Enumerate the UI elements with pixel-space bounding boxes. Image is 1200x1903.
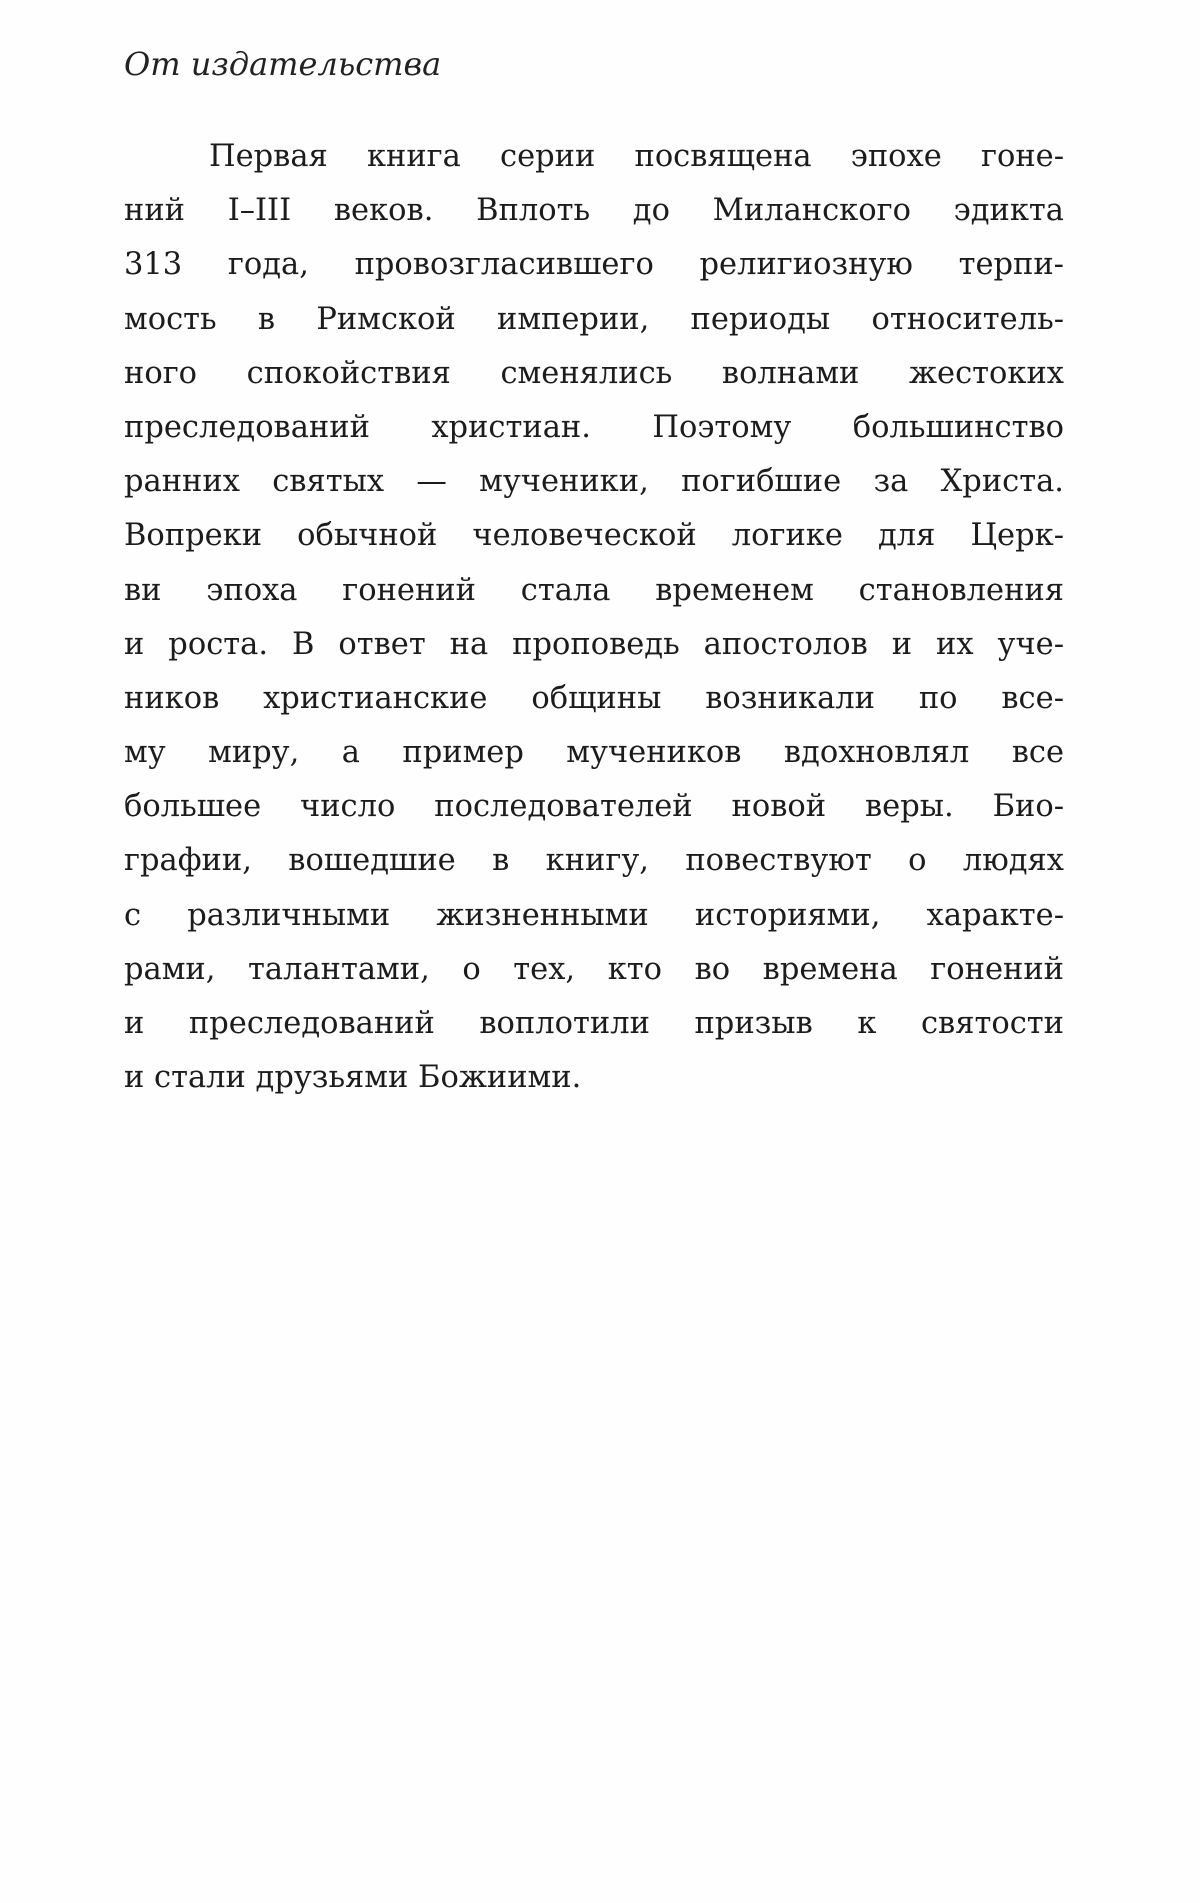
text-line: ного спокойствия сменялись волнами жестоких	[124, 355, 1064, 391]
text-line: ников христианские общины возникали по все-	[124, 680, 1064, 716]
text-line: Первая книга серии посвящена эпохе гоне-	[209, 139, 1064, 174]
text-line: и стали друзьями Божиими.	[124, 1060, 582, 1096]
text-line: большее число последователей новой веры. Био-	[124, 789, 1064, 825]
text-line: графии, вошедшие в книгу, повествуют о людях	[124, 843, 1064, 879]
running-head: От издательства	[124, 45, 442, 83]
text-line: преследований христиан. Поэтому большинство	[124, 409, 1064, 445]
text-line: мость в Римской империи, периоды относитель-	[124, 301, 1064, 337]
text-line: ний I–III веков. Вплоть до Миланского эдикта	[124, 193, 1064, 229]
text-line: и преследований воплотили призыв к святости	[124, 1006, 1064, 1041]
text-line: му миру, а пример мучеников вдохновлял все	[124, 735, 1064, 771]
text-line: 313 года, провозгласившего религиозную терпи-	[124, 247, 1064, 283]
text-line: и роста. В ответ на проповедь апостолов и их уче-	[124, 626, 1064, 662]
text-line: ранних святых — мученики, погибшие за Христа.	[124, 464, 1064, 500]
text-line: ви эпоха гонений стала временем становления	[124, 572, 1064, 608]
text-line: с различными жизненными историями, характе-	[124, 897, 1064, 933]
body-paragraph	[124, 130, 1064, 1105]
text-line: Вопреки обычной человеческой логике для Церк-	[124, 518, 1064, 554]
text-line: рами, талантами, о тех, кто во времена гонений	[124, 951, 1064, 987]
